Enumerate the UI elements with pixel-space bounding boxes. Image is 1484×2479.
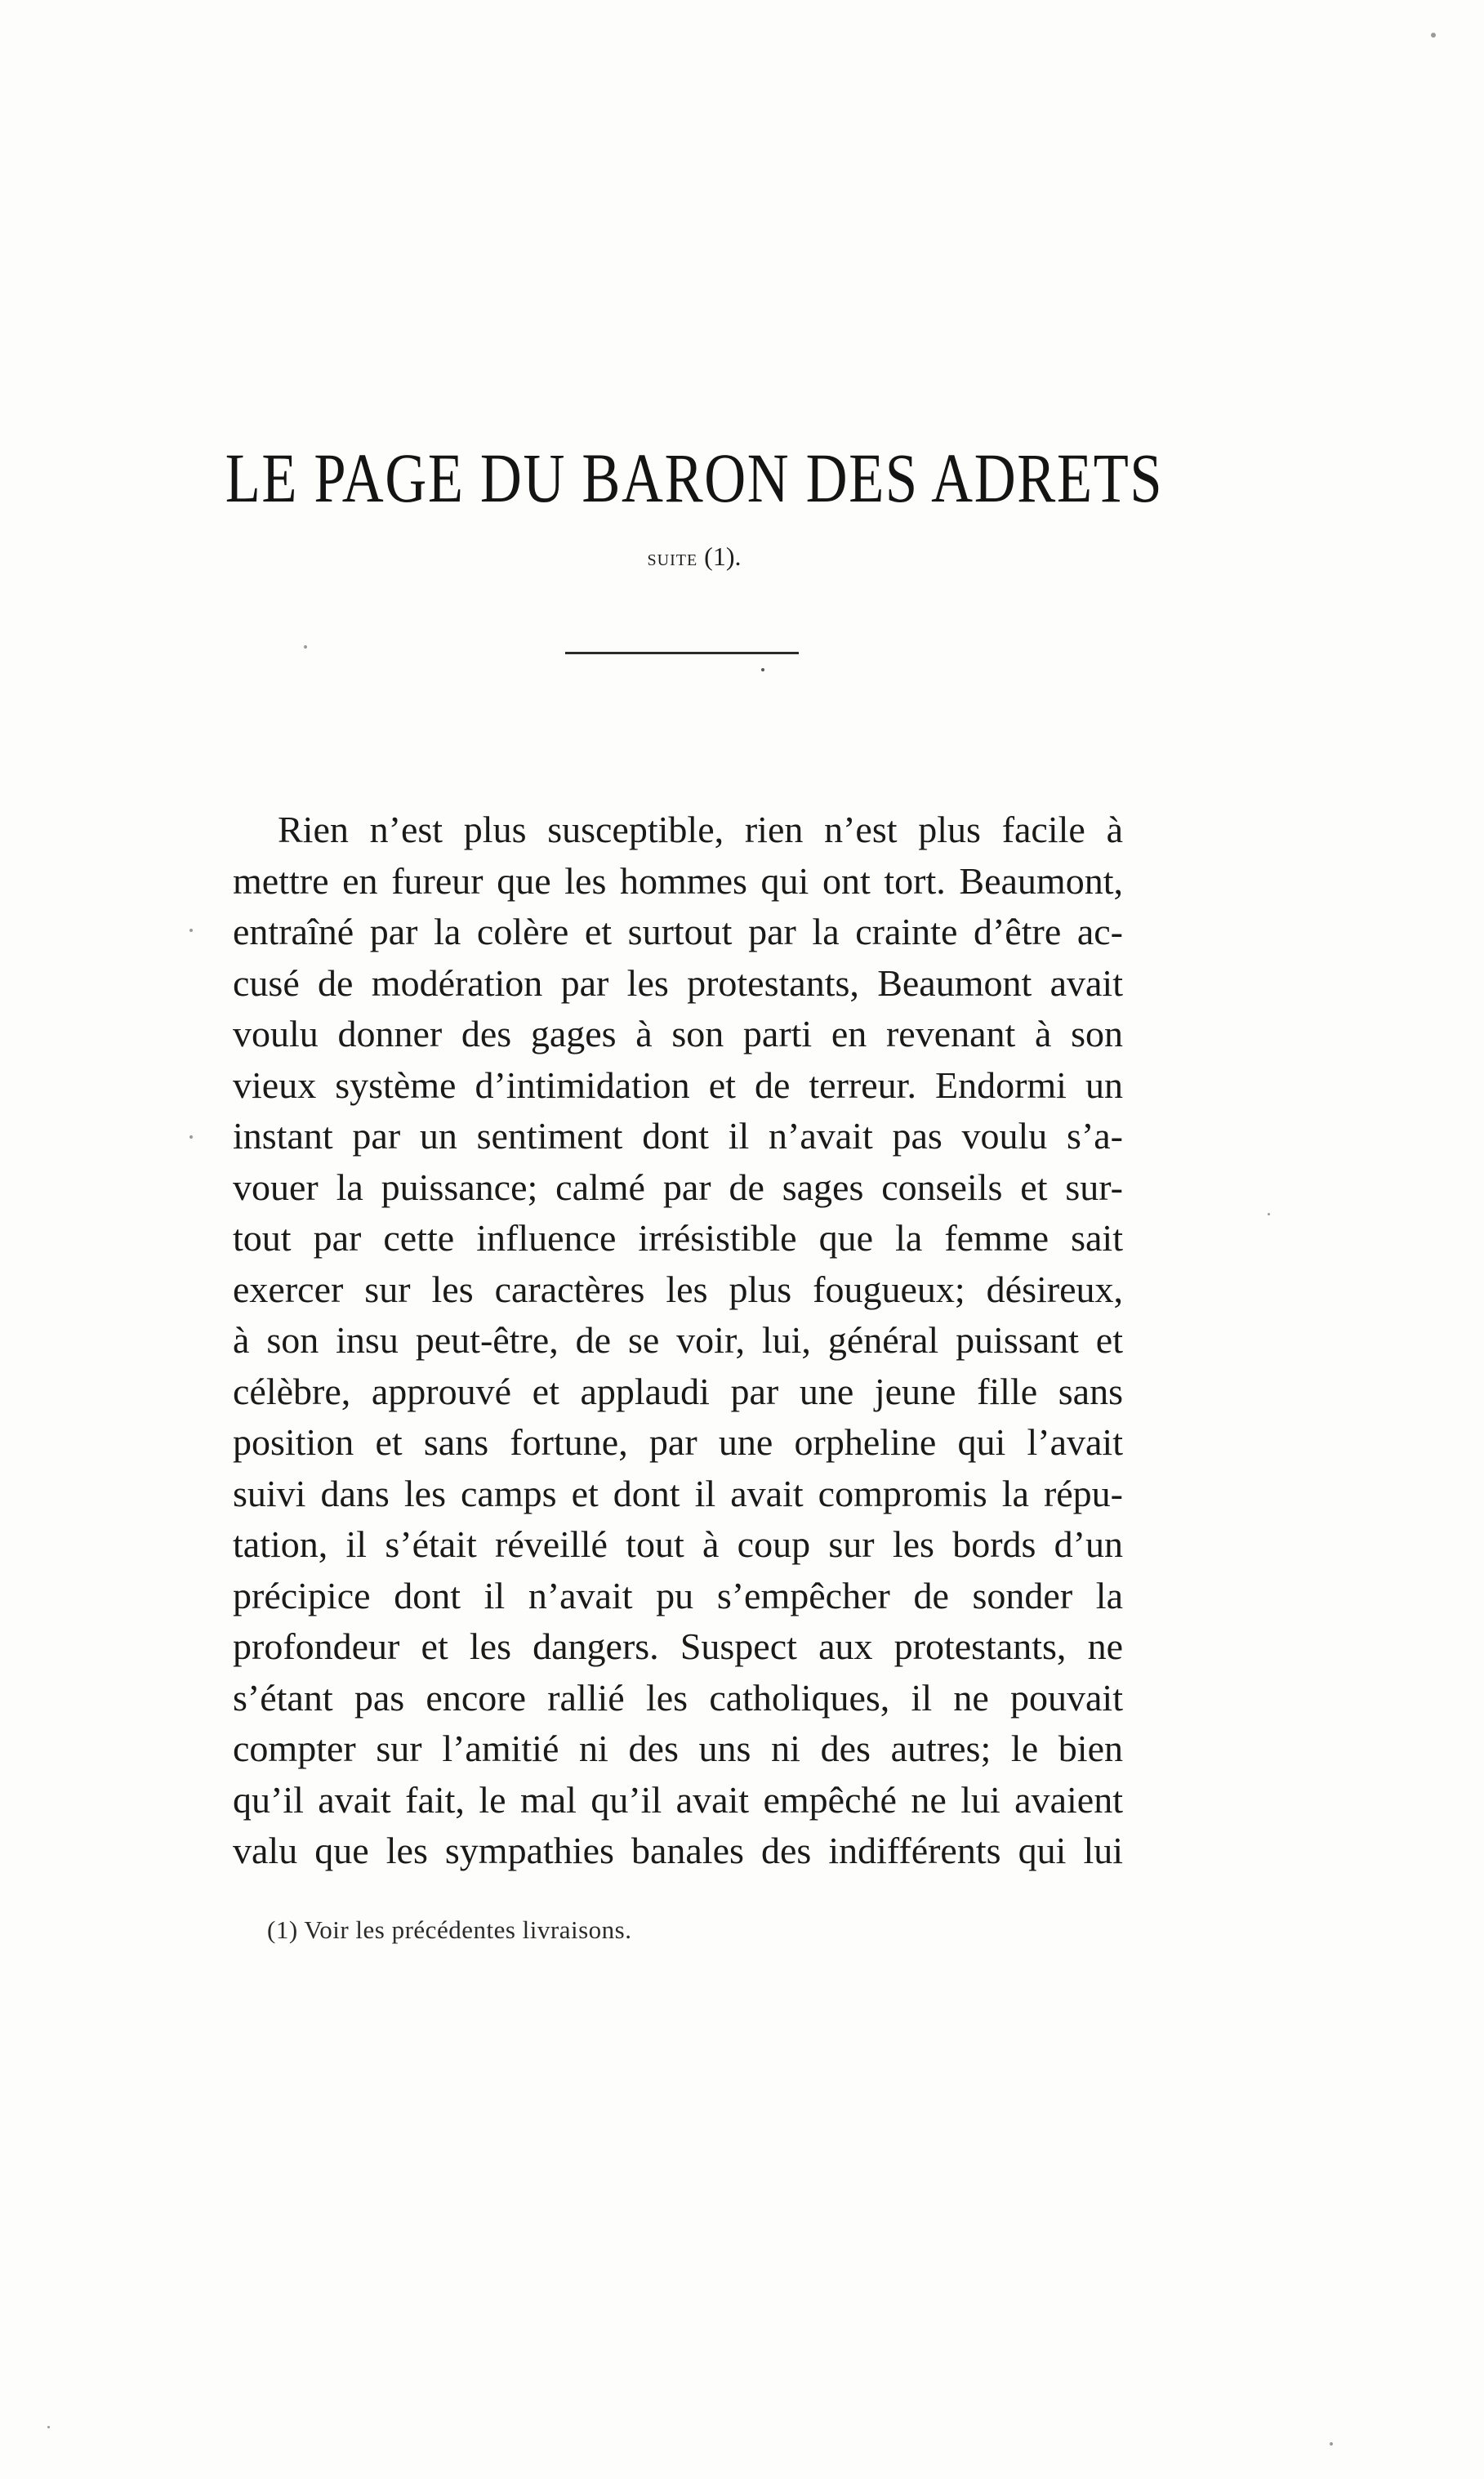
divider-speck	[761, 668, 764, 671]
text-line: profondeur et les dangers. Suspect aux protestants, ne	[233, 1625, 1123, 1667]
scan-speck	[1431, 33, 1436, 38]
text-line: voulu donner des gages à son parti en revenant à son	[233, 1013, 1123, 1054]
text-line: mettre en fureur que les hommes qui ont tort. Beaumont,	[233, 859, 1123, 902]
scan-speck	[47, 2426, 50, 2428]
subtitle-word: suite	[647, 546, 698, 571]
text-line: précipice dont il n’avait pu s’empêcher de sonder la	[233, 1574, 1123, 1616]
text-line: suivi dans les camps et dont il avait compromis la répu-	[233, 1472, 1123, 1514]
body-paragraph	[233, 805, 1123, 1877]
text-line: compter sur l’amitié ni des uns ni des autres; le bien	[233, 1728, 1123, 1769]
text-line: vieux système d’intimidation et de terreur. Endormi un	[233, 1063, 1123, 1106]
text-line: exercer sur les caractères les plus fougueux; désireux,	[233, 1268, 1123, 1310]
text-line: tation, il s’était réveillé tout à coup sur les bords d’un	[233, 1523, 1123, 1565]
text-line: à son insu peut-être, de se voir, lui, général puissant et	[233, 1319, 1123, 1361]
text-line: célèbre, approuvé et applaudi par une jeune fille sans	[233, 1370, 1123, 1412]
text-line: s’étant pas encore rallié les catholiques, il ne pouvait	[233, 1676, 1123, 1719]
scan-speck	[189, 929, 193, 932]
scan-speck	[1268, 1213, 1270, 1215]
title-divider-rule	[565, 652, 799, 654]
scan-speck	[189, 1135, 193, 1139]
scan-speck	[304, 645, 307, 649]
text-line: position et sans fortune, par une orpheline qui l’avait	[233, 1421, 1123, 1463]
footnote: (1) Voir les précédentes livraisons.	[267, 1915, 632, 1944]
text-line: valu que les sympathies banales des indifférents qui lui	[233, 1830, 1123, 1871]
scan-speck	[1330, 2442, 1333, 2446]
footnote-reference: (1).	[704, 542, 742, 571]
text-line: qu’il avait fait, le mal qu’il avait empêché ne lui avaient	[233, 1778, 1123, 1821]
text-line: cusé de modération par les protestants, Beaumont avait	[233, 961, 1123, 1004]
text-line: Rien n’est plus susceptible, rien n’est plus facile à	[278, 809, 1123, 850]
chapter-title: LE PAGE DU BARON DES ADRETS	[225, 439, 1164, 517]
subtitle	[0, 542, 1388, 572]
text-line: tout par cette influence irrésistible que la femme sait	[233, 1217, 1123, 1259]
text-line: instant par un sentiment dont il n’avait pas voulu s’a-	[233, 1115, 1123, 1157]
text-line: entraîné par la colère et surtout par la crainte d’être ac-	[233, 911, 1123, 952]
text-line: vouer la puissance; calmé par de sages conseils et sur-	[233, 1166, 1123, 1208]
